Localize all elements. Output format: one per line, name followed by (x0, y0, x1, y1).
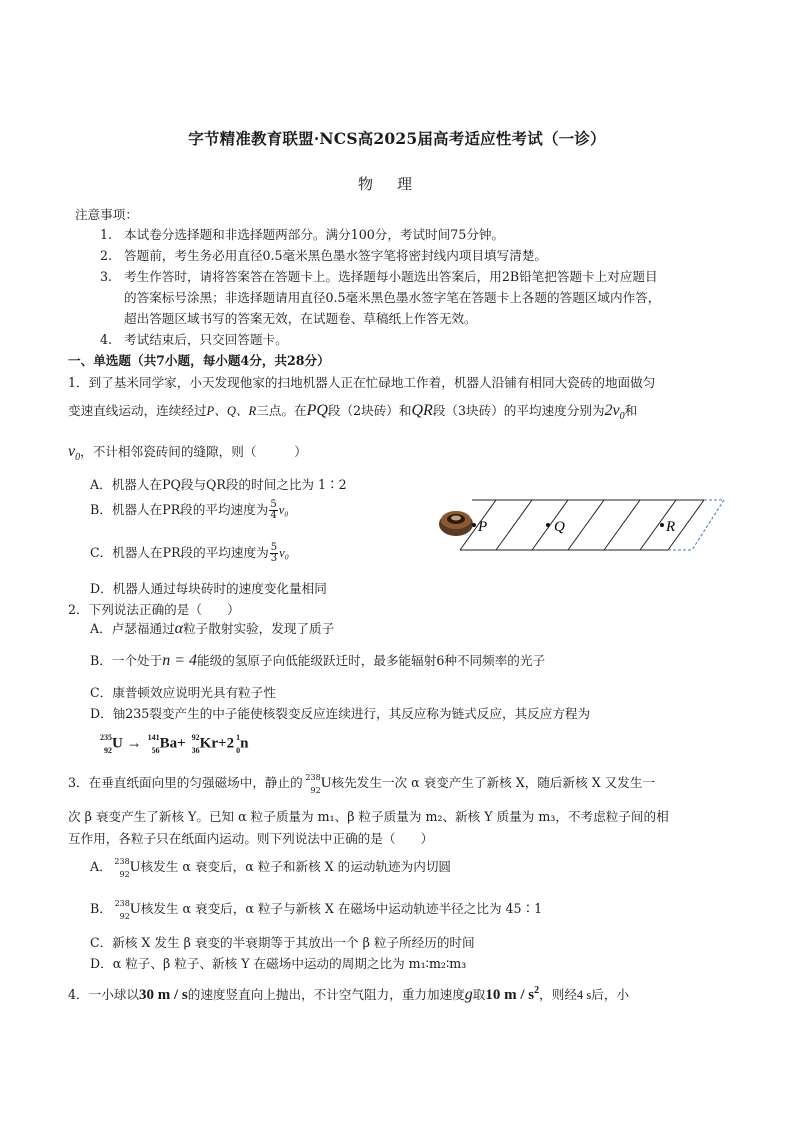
question-1-option-c: C．机器人在PR段的平均速度为 $\frac{5}{3}$ v₀ (90, 542, 290, 564)
question-3-option-d: D．α 粒子、β 粒子、新核 Y 在磁场中运动的周期之比为 m₁∶m₂∶m₃ (90, 956, 467, 971)
note-item-continued: 超出答题区域书写的答案无效，在试题卷、草稿纸上作答无效。 (124, 311, 477, 326)
question-2-option-d: D．铀235裂变产生的中子能使核裂变反应连续进行，其反应称为链式反应，其反应方程为 (90, 706, 591, 721)
question-3-option-b: B． 238 92 U核发生 α 衰变后，α 粒子与新核 X 在磁场中运动轨迹半径之比为 45∶1 (90, 898, 543, 921)
note-item: 2. 答题前，考生务必用直径0.5毫米黑色墨水签字笔将密封线内项目填写清楚。 (100, 248, 548, 263)
question-2-option-b: B．一个处于n = 4能级的氢原子向低能级跃迁时，最多能辐射6种不同频率的光子 (90, 652, 546, 669)
point-q-label: Q (554, 519, 565, 535)
question-1-stem: 1．到了基米同学家，小天发现他家的扫地机器人正在忙碌地工作着，机器人沿铺有相同大瓷砖的地面做匀 (68, 375, 656, 390)
question-1-stem-line2: 变速直线运动，连续经过P、Q、R三点。在PQ段（2块砖）和QR段（3块砖）的平均速度分别为$2v_0$和 (68, 402, 638, 423)
question-4-stem: 4．一小球以30 m / s的速度竖直向上抛出，不计空气阻力，重力加速度g取10 m / $s^2$，则经4 s后，小 (68, 985, 630, 1003)
subject-title: 物理 (357, 175, 436, 193)
question-3-stem-line2: 次 β 衰变产生了新核 Y。已知 α 粒子质量为 m₁、β 粒子质量为 m₂、新核 Y 质量为 m₃，不考虑粒子间的相 (68, 809, 669, 824)
point-p-label: P (478, 519, 488, 535)
note-item: 3. 考生作答时，请将答案答在答题卡上。选择题每小题选出答案后，用2B铅笔把答题卡上对应题目 (100, 269, 658, 284)
question-1-option-d: D．机器人通过每块砖时的速度变化量相同 (90, 581, 327, 596)
question-2-option-a: A．卢瑟福通过α粒子散射实验，发现了质子 (90, 620, 335, 637)
question-3-option-c: C．新核 X 发生 β 衰变的半衰期等于其放出一个 β 粒子所经历的时间 (90, 935, 475, 950)
question-1-option-b: B．机器人在PR段的平均速度为 $\frac{5}{4}$ v₀ (90, 499, 289, 521)
section-heading: 一、单选题（共7小题，每小题4分，共28分） (68, 353, 330, 368)
question-3-stem-line3: 互作用，各粒子只在纸面内运动。则下列说法中正确的是（ ） (68, 831, 434, 846)
question-2-stem: 2．下列说法正确的是（ ） (68, 602, 240, 617)
note-item: 4. 考试结束后，只交回答题卡。 (100, 332, 288, 347)
question-1-stem-line3: $v_0$，不计相邻瓷砖间的缝隙，则（ ） (68, 443, 307, 464)
note-item-continued: 的答案标号涂黑；非选择题请用直径0.5毫米黑色墨水签字笔在答题卡上各题的答题区域内作答， (124, 290, 661, 305)
question-1-tile-diagram (436, 494, 726, 556)
fission-equation: 235 92 U → 141 56 Ba+ 92 36 Kr+2 1 0 n (100, 733, 249, 755)
robot-vacuum-icon (439, 511, 473, 536)
notes-heading: 注意事项： (75, 207, 138, 222)
question-2-option-c: C．康普顿效应说明光具有粒子性 (90, 685, 276, 700)
question-3-stem: 3．在垂直纸面向里的匀强磁场中，静止的 238 92 U核先发生一次 α 衰变产生了新核 X，随后新核 X 又发生一 (68, 772, 656, 795)
question-3-option-a: A． 238 92 U核发生 α 衰变后，α 粒子和新核 X 的运动轨迹为内切圆 (90, 856, 452, 879)
point-r-label: R (666, 519, 676, 535)
exam-title: 字节精准教育联盟·NCS高2025届高考适应性考试（一诊） (188, 129, 606, 148)
note-item: 1. 本试卷分选择题和非选择题两部分。满分100分，考试时间75分钟。 (100, 227, 505, 242)
question-1-option-a: A．机器人在PQ段与QR段的时间之比为 1∶2 (90, 477, 347, 492)
